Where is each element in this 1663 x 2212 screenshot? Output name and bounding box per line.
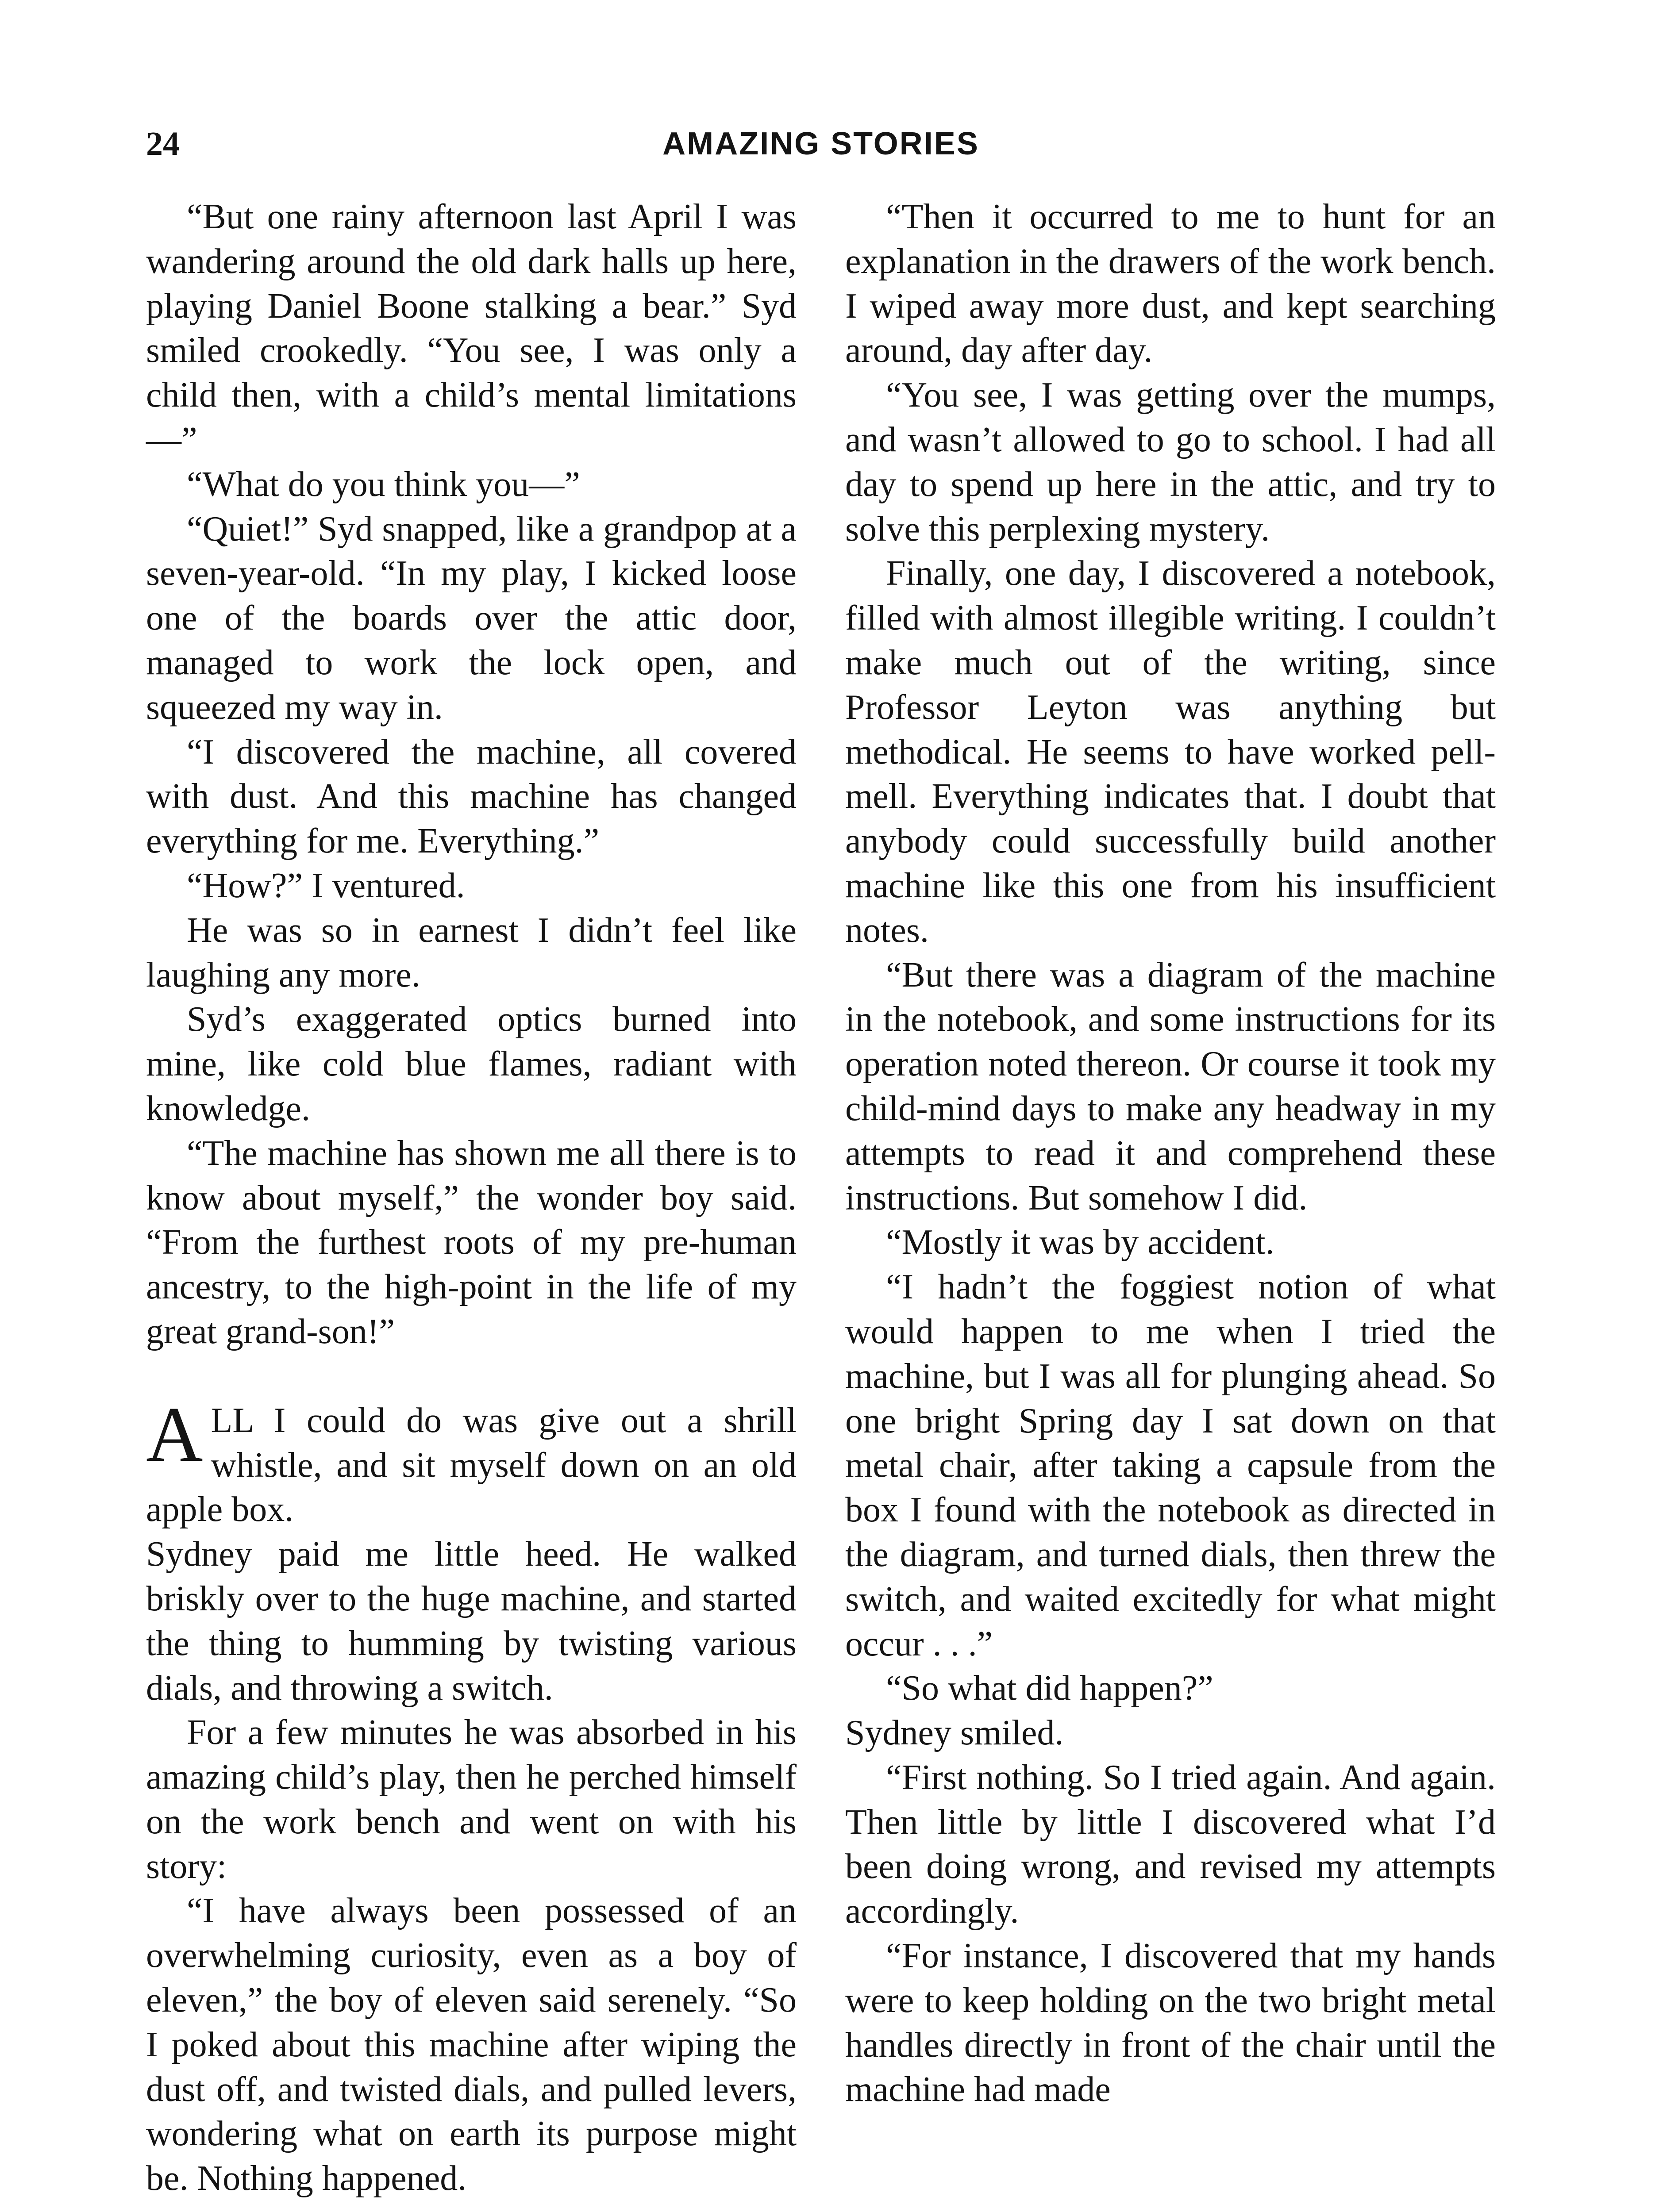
paragraph: “Mostly it was by accident.	[886, 1223, 1274, 1262]
paragraph: Syd’s exaggerated optics burned into mine, like cold blue flames, radiant with knowledge.	[146, 1000, 797, 1128]
right-column	[845, 195, 1496, 2112]
section-opening-paragraph	[146, 1390, 797, 1532]
paragraph: He was so in earnest I didn’t feel like laughing any more.	[146, 910, 797, 995]
paragraph: For a few minutes he was absorbed in his amazing child’s play, then he perched himself on the work bench and went on with his story:	[146, 1713, 797, 1886]
section-opening-text: LL I could do was give out a shrill whistle, and sit myself down on an old apple box.	[146, 1401, 797, 1529]
paragraph: “Quiet!” Syd snapped, like a grandpop at a seven-year-old. “In my play, I kicked loose one of the boards over the attic door, managed to work the lock open, and squeezed my way in.	[146, 509, 797, 727]
page-header	[146, 119, 1496, 168]
drop-cap: A	[146, 1390, 203, 1478]
paragraph: Finally, one day, I discovered a notebook, filled with almost illegible writing. I couldn’t make much out of the writing, since Professor Leyton was anything but methodical. He seems to have worked pell-mell. Everything indicates that. I doubt that anybody could successfully build another machine like this one from his insufficient notes.	[845, 554, 1496, 950]
paragraph: “How?” I ventured.	[187, 866, 465, 905]
left-column	[146, 195, 797, 2201]
paragraph: “But there was a diagram of the machine in the notebook, and some instructions for its operation noted thereon. Or course it took my child-mind days to make any headway in my attempts to read it and comprehend these instructions. But somehow I did.	[845, 955, 1496, 1217]
paragraph: “For instance, I discovered that my hands were to keep holding on the two bright metal handles directly in front of the chair until the machine had made	[845, 1936, 1496, 2109]
paragraph: “I have always been possessed of an overwhelming curiosity, even as a boy of eleven,” the boy of eleven said serenely. “So I poked about this machine after wiping the dust off, and twisted dials, and pulled levers, wondering what on earth its purpose might be. Nothing happened.	[146, 1891, 797, 2198]
paragraph: “First nothing. So I tried again. And again. Then little by little I discovered what I’d been doing wrong, and revised my attempts accordingly.	[845, 1758, 1496, 1931]
paragraph: “I discovered the machine, all covered with dust. And this machine has changed everything for me. Everything.”	[146, 732, 797, 861]
paragraph: Sydney smiled.	[845, 1713, 1064, 1753]
paragraph: “You see, I was getting over the mumps, and wasn’t allowed to go to school. I had all day to spend up here in the attic, and try to solve this perplexing mystery.	[845, 376, 1496, 549]
page-number: 24	[146, 125, 180, 162]
paragraph: “So what did happen?”	[886, 1669, 1213, 1708]
running-title: AMAZING STORIES	[662, 126, 979, 161]
paragraph: Sydney paid me little heed. He walked briskly over to the huge machine, and started the thing to humming by twisting various dials, and throwing a switch.	[146, 1535, 797, 1708]
paragraph: “I hadn’t the foggiest notion of what would happen to me when I tried the machine, but I was all for plunging ahead. So one bright Spring day I sat down on that metal chair, after taking a capsule from the box I found with the notebook as directed in the diagram, and turned dials, then threw the switch, and waited excitedly for what might occur . . .”	[845, 1267, 1496, 1663]
paragraph: “Then it occurred to me to hunt for an explanation in the drawers of the work bench. I wiped away more dust, and kept searching around, day after day.	[845, 197, 1496, 370]
paragraph: “The machine has shown me all there is to know about myself,” the wonder boy said. “From the furthest roots of my pre-human ancestry, to the high-point in the life of my great grand-son!”	[146, 1133, 797, 1351]
paragraph: “What do you think you—”	[187, 465, 580, 504]
paragraph: “But one rainy afternoon last April I was wandering around the old dark halls up here, playing Daniel Boone stalking a bear.” Syd smiled crookedly. “You see, I was only a child then, with a child’s mental limitations—”	[146, 197, 797, 459]
